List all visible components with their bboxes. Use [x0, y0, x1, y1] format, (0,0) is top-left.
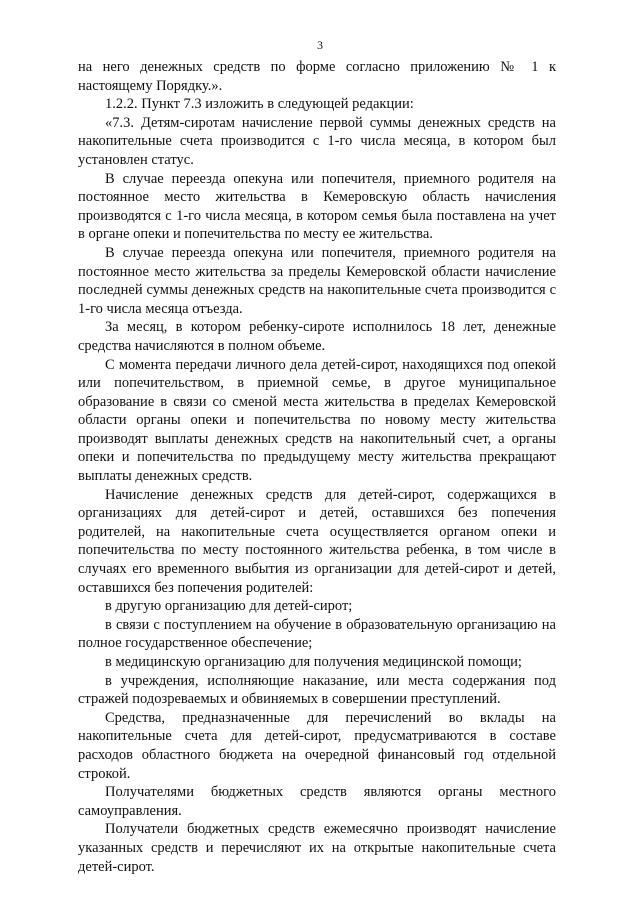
list-item: в другую организацию для детей-сирот; — [105, 598, 353, 615]
list-item: в медицинскую организацию для получения медицинской помощи; — [105, 654, 522, 670]
paragraph: Средства, предназначенные для перечислений во вклады на накопительные счета для детей-сирот, предусматриваются в составе расходов областного бюджета на очередной финансовый год отдельной строкой. — [78, 709, 556, 782]
paragraph: Получатели бюджетных средств ежемесячно производят начисление указанных средств и перечисляют их на открытые накопительные счета детей-сирот. — [78, 821, 556, 875]
list-item: в учреждения, исполняющие наказание, или места содержания под стражей подозреваемых и обвиняемых в совершении преступлений. — [78, 672, 556, 708]
paragraph: 1.2.2. Пункт 7.3 изложить в следующей редакции: — [105, 96, 414, 113]
paragraph: С момента передачи личного дела детей-сирот, находящихся под опекой или попечительством, в приемной семье, в другое муниципальное образование в связи со сменой места жительства в пределах Кемеровской области органы опеки и попечительства по новому месту жительства производят выплаты денежных средств на накопительный счет, а органы опеки и попечительства по предыдущему месту жительства прекращают выплаты денежных средств. — [78, 356, 556, 485]
paragraph: В случае переезда опекуна или попечителя, приемного родителя на постоянное место жительства в Кемеровскую область начисления производятся с 1-го числа месяца, в котором семья была поставлена на учет в органе опеки и попечительства по месту ее жительства. — [78, 170, 556, 243]
paragraph: «7.3. Детям-сиротам начисление первой суммы денежных средств на накопительные счета производится с 1-го числа месяца, в котором был установлен статус. — [78, 114, 556, 168]
paragraph: на него денежных средств по форме согласно приложению № 1 к настоящему Порядку.». — [78, 59, 556, 94]
paragraph: Получателями бюджетных средств являются органы местного самоуправления. — [78, 784, 556, 819]
paragraph: Начисление денежных средств для детей-сирот, содержащихся в организациях для детей-сирот и детей, оставшихся без попечения родителей, на накопительные счета осуществляется органом опеки и попечительства по месту постоянного жительства ребенка, в том числе в случаях его временного выбытия из организации для детей-сирот и детей, оставшихся без попечения родителей: — [78, 486, 556, 596]
paragraph: За месяц, в котором ребенку-сироте исполнилось 18 лет, денежные средства начисляются в полном объеме. — [78, 319, 556, 354]
document-body — [78, 58, 556, 876]
paragraph: В случае переезда опекуна или попечителя, приемного родителя на постоянное место жительства за пределы Кемеровской области начисление последней суммы денежных средств на накопительные счета производится с 1-го числа месяца отъезда. — [78, 244, 556, 317]
page-number: 3 — [317, 38, 323, 52]
list-item: в связи с поступлением на обучение в образовательную организацию на полное государственное обеспечение; — [78, 616, 556, 652]
